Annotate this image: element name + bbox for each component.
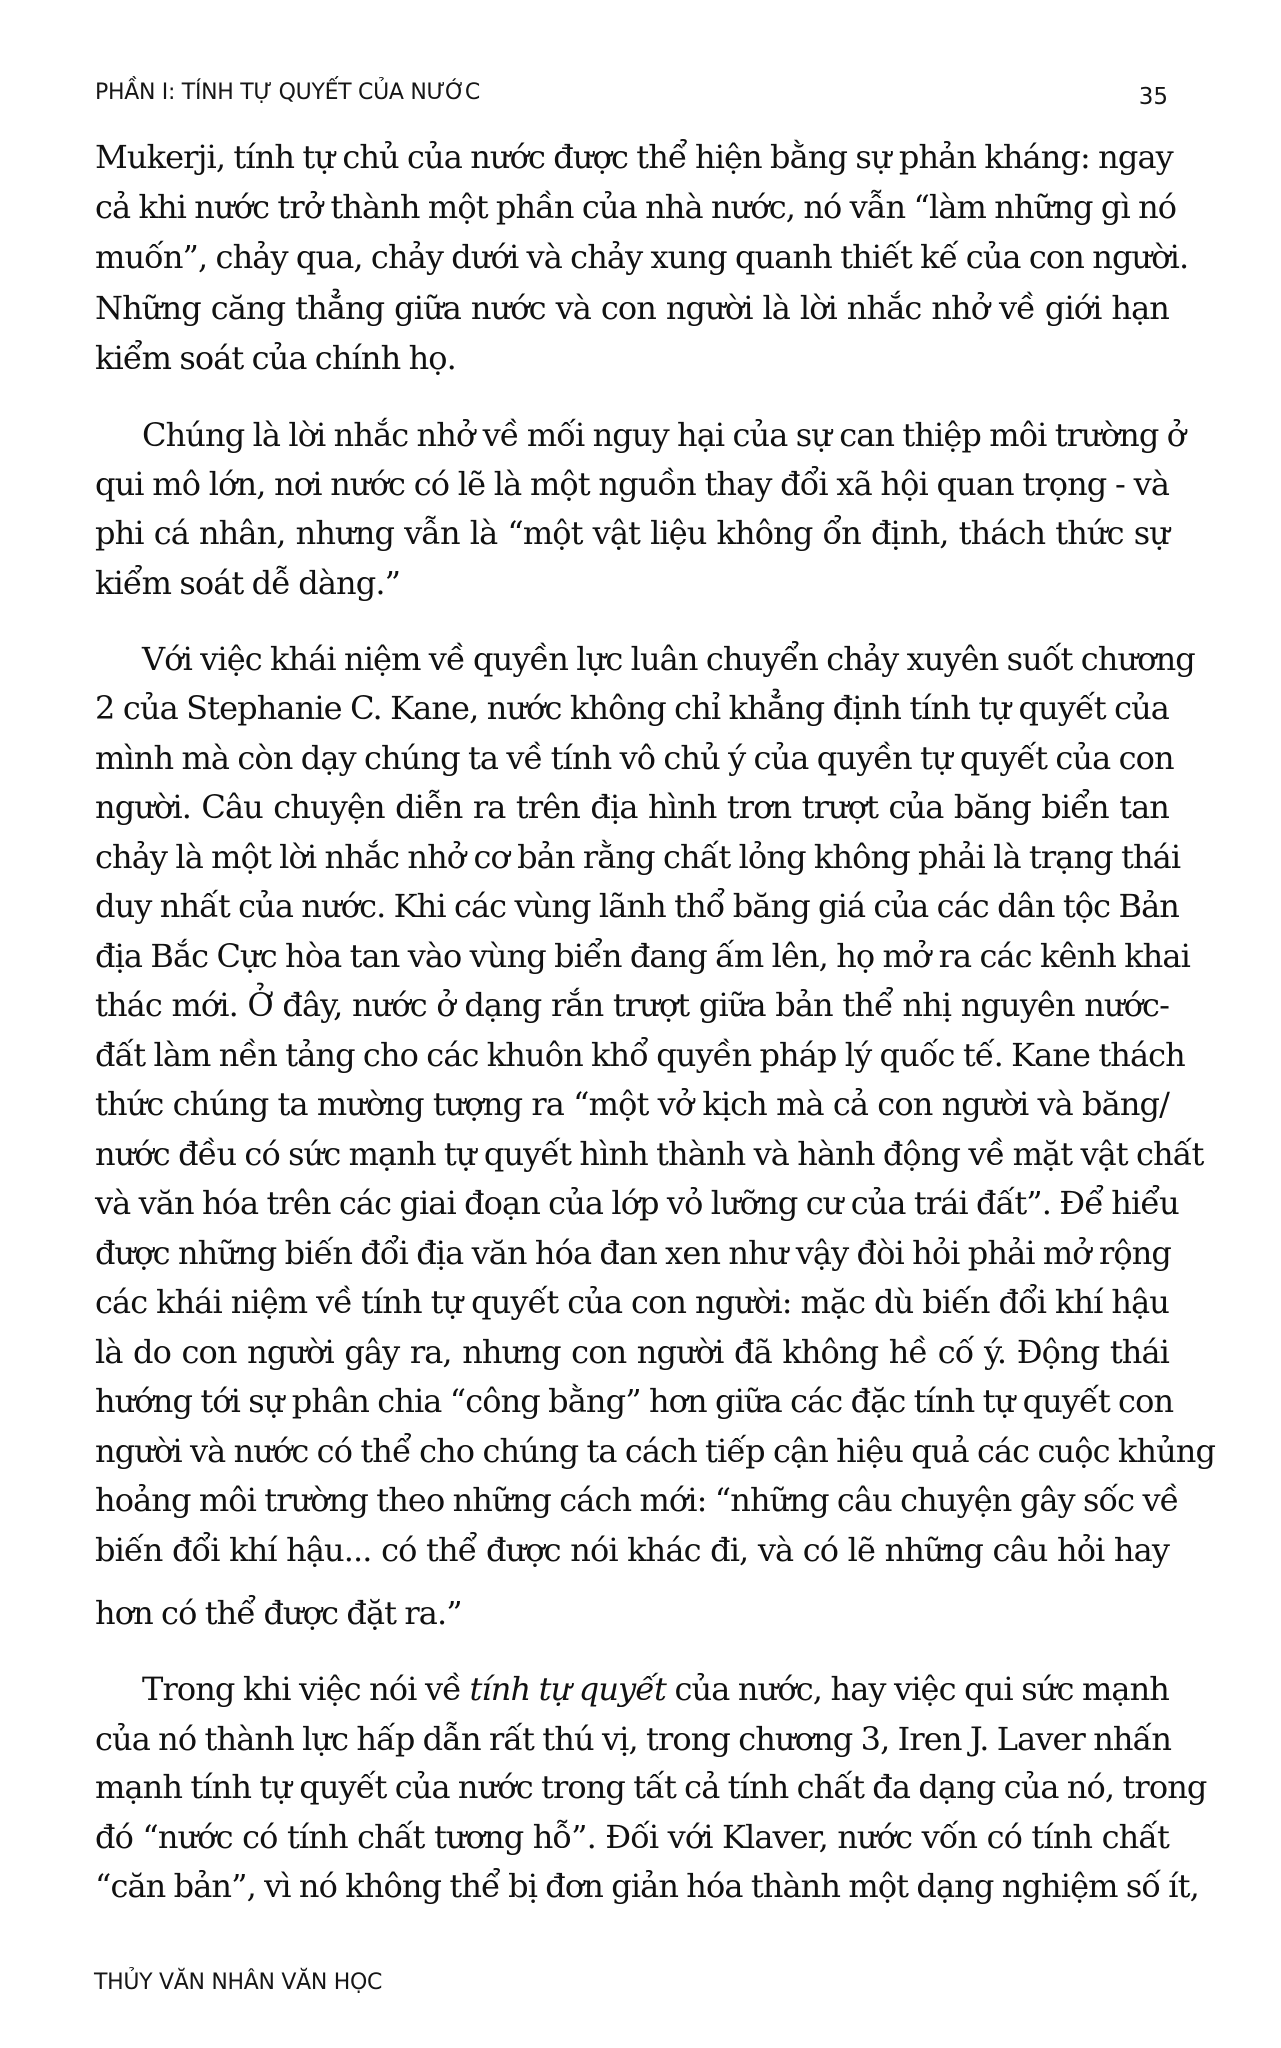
text-line: người. Câu chuyện diễn ra trên địa hình trơn trượt của băng biển tan (95, 788, 1169, 826)
text-line: thác mới. Ở đây, nước ở dạng rắn trượt giữa bản thể nhị nguyên nước- (95, 986, 1169, 1024)
text-line: 2 của Stephanie C. Kane, nước không chỉ khẳng định tính tự quyết của (95, 689, 1169, 727)
text-line: hoảng môi trường theo những cách mới: “những câu chuyện gây sốc về (95, 1481, 1179, 1519)
text-line: đất làm nền tảng cho các khuôn khổ quyền pháp lý quốc tế. Kane thách (95, 1036, 1185, 1074)
text-line: được những biến đổi địa văn hóa đan xen như vậy đòi hỏi phải mở rộng (95, 1234, 1172, 1272)
text-line: hơn có thể được đặt ra.” (95, 1594, 462, 1632)
running-foot: THỦY VĂN NHÂN VĂN HỌC (94, 1970, 383, 1995)
text-run: của nước, hay việc qui sức mạnh (666, 1670, 1170, 1708)
text-line: nước đều có sức mạnh tự quyết hình thành và hành động về mặt vật chất (95, 1135, 1204, 1173)
text-line: và văn hóa trên các giai đoạn của lớp vỏ lưỡng cư của trái đất”. Để hiểu (95, 1184, 1179, 1222)
italic-term: tính tự quyết (469, 1670, 667, 1708)
page-number: 35 (1138, 84, 1168, 110)
text-line: của nó thành lực hấp dẫn rất thú vị, trong chương 3, Iren J. Laver nhấn (95, 1720, 1172, 1758)
text-line: đó “nước có tính chất tương hỗ”. Đối với Klaver, nước vốn có tính chất (95, 1818, 1169, 1856)
text-line: người và nước có thể cho chúng ta cách tiếp cận hiệu quả các cuộc khủng (95, 1432, 1216, 1470)
text-line: phi cá nhân, nhưng vẫn là “một vật liệu không ổn định, thách thức sự (95, 514, 1169, 552)
text-line: Mukerji, tính tự chủ của nước được thể hiện bằng sự phản kháng: ngay (95, 138, 1173, 176)
text-line: địa Bắc Cực hòa tan vào vùng biển đang ấm lên, họ mở ra các kênh khai (95, 937, 1190, 975)
text-line: duy nhất của nước. Khi các vùng lãnh thổ băng giá của các dân tộc Bản (95, 887, 1179, 925)
text-line: các khái niệm về tính tự quyết của con người: mặc dù biến đổi khí hậu (95, 1283, 1169, 1321)
text-line: muốn”, chảy qua, chảy dưới và chảy xung quanh thiết kế của con người. (95, 238, 1189, 276)
text-line: kiểm soát của chính họ. (95, 339, 456, 377)
text-line: là do con người gây ra, nhưng con người đã không hề cố ý. Động thái (95, 1333, 1169, 1371)
text-run: Trong khi việc nói về (142, 1670, 470, 1708)
text-line: mạnh tính tự quyết của nước trong tất cả tính chất đa dạng của nó, trong (95, 1768, 1207, 1806)
running-head: PHẦN I: TÍNH TỰ QUYẾT CỦA NƯỚC (95, 80, 480, 105)
text-line: qui mô lớn, nơi nước có lẽ là một nguồn thay đổi xã hội quan trọng - và (95, 465, 1169, 503)
text-line: hướng tới sự phân chia “công bằng” hơn giữa các đặc tính tự quyết con (95, 1382, 1174, 1420)
text-line: Chúng là lời nhắc nhở về mối nguy hại của sự can thiệp môi trường ở (142, 416, 1186, 454)
text-line: kiểm soát dễ dàng.” (95, 564, 401, 602)
text-line: cả khi nước trở thành một phần của nhà nước, nó vẫn “làm những gì nó (95, 188, 1177, 226)
text-line: chảy là một lời nhắc nhở cơ bản rằng chất lỏng không phải là trạng thái (95, 838, 1181, 876)
text-line: thức chúng ta mường tượng ra “một vở kịch mà cả con người và băng/ (95, 1085, 1169, 1123)
text-line: “căn bản”, vì nó không thể bị đơn giản hóa thành một dạng nghiệm số ít, (95, 1867, 1199, 1905)
text-line: biến đổi khí hậu... có thể được nói khác đi, và có lẽ những câu hỏi hay (95, 1531, 1169, 1569)
text-line (142, 1664, 1169, 1714)
text-line: Những căng thẳng giữa nước và con người là lời nhắc nhở về giới hạn (95, 289, 1169, 327)
text-line: Với việc khái niệm về quyền lực luân chuyển chảy xuyên suốt chương (142, 640, 1195, 678)
text-line: mình mà còn dạy chúng ta về tính vô chủ ý của quyền tự quyết của con (95, 739, 1174, 777)
